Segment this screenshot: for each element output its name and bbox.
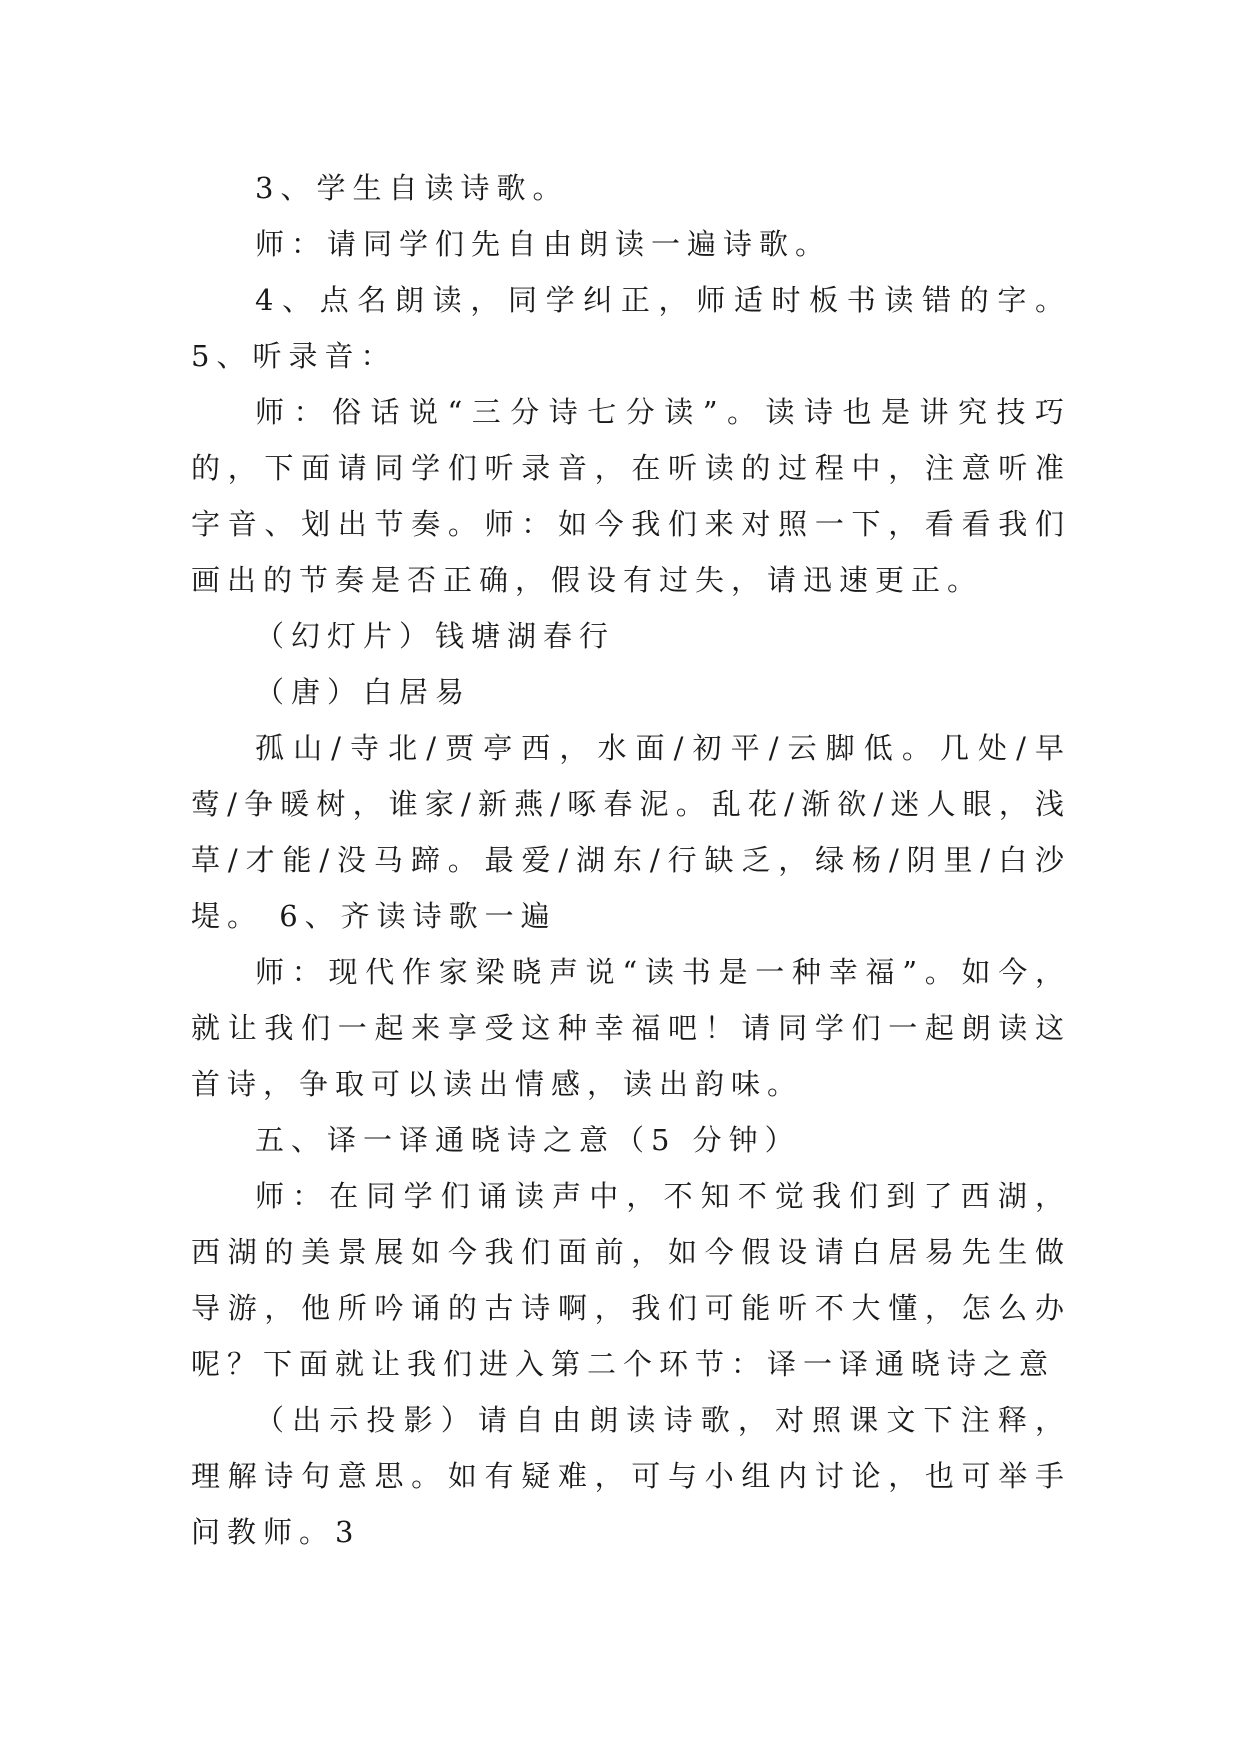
paragraph-teacher-west-lake: 师：在同学们诵读声中，不知不觉我们到了西湖，西湖的美景展如今我们面前，如今假设请白居易先生做导游，他所吟诵的古诗啊，我们可能听不大懂，怎么办呢？下面就让我们进入第二个环节：译一译通晓诗之意 [191, 1179, 1071, 1381]
section-heading-five: 五、译一译通晓诗之意（5 分钟） [255, 1123, 801, 1157]
paragraph-teacher-instruction: 师：请同学们先自由朗读一遍诗歌。 [255, 227, 832, 261]
paragraph-step-4-5: 4、点名朗读，同学纠正，师适时板书读错的字。 5、听录音： [191, 283, 1071, 373]
poem-title: （幻灯片）钱塘湖春行 [255, 619, 616, 653]
paragraph-teacher-recording: 师：俗话说“三分诗七分读”。读诗也是讲究技巧的，下面请同学们听录音，在听读的过程中，注意听准字音、划出节奏。师：如今我们来对照一下，看看我们画出的节奏是否正确，假设有过失，请迅速更正。 [191, 395, 1071, 597]
poem-author: （唐）白居易 [255, 675, 472, 709]
paragraph-projection: （出示投影）请自由朗读诗歌，对照课文下注释，理解诗句意思。如有疑难，可与小组内讨论，也可举手问教师。3 [191, 1403, 1071, 1549]
poem-body: 孤山/寺北/贾亭西，水面/初平/云脚低。几处/早莺/争暖树，谁家/新燕/啄春泥。乱花/渐欲/迷人眼，浅草/才能/没马蹄。最爱/湖东/行缺乏，绿杨/阴里/白沙堤。 6、齐读诗歌一遍 [191, 731, 1071, 933]
document-body [191, 160, 1071, 1560]
paragraph-step-3: 3、学生自读诗歌。 [255, 171, 569, 205]
paragraph-teacher-happiness: 师：现代作家梁晓声说“读书是一种幸福”。如今，就让我们一起来享受这种幸福吧！请同学们一起朗读这首诗，争取可以读出情感，读出韵味。 [191, 955, 1071, 1101]
